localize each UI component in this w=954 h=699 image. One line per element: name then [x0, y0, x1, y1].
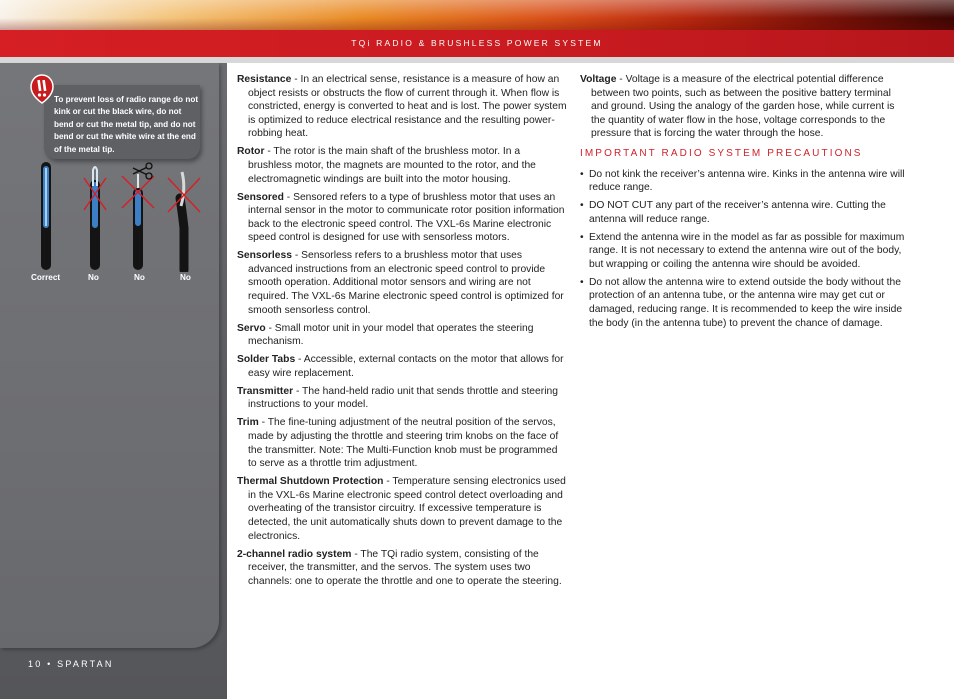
glossary-entry-servo: Servo - Small motor unit in your model that operates the steering mechanism.	[237, 322, 534, 348]
precaution-item: • Extend the antenna wire in the model as far as possible for maximum range. It is not necessary to extend the antenna wire out of the body, but wrapping or coiling the antenna wire should be avoided.	[580, 231, 908, 272]
right-column	[580, 73, 908, 335]
glossary-entry-voltage: Voltage - Voltage is a measure of the electrical potential difference between two points, such as between the positive battery terminal and ground. Using the analogy of the garden hose, while current is the quantity of water flow in the hose, voltage corresponds to the pressure that is forcing the water through the hose.	[580, 74, 895, 140]
precaution-item: • DO NOT CUT any part of the receiver’s antenna wire. Cutting the antenna will reduce range.	[580, 199, 908, 226]
wire-label-no-3: No	[180, 273, 191, 282]
wire-label-no-2: No	[134, 273, 145, 282]
precaution-item: • Do not allow the antenna wire to extend outside the body without the protection of an antenna tube, or the antenna wire may get cut or damaged, reducing range. It is recommended to keep the wire inside the body (in the antenna tube) to prevent the chance of damage.	[580, 276, 908, 330]
scissors-icon	[132, 162, 154, 180]
glossary-column	[237, 73, 567, 593]
page-header-title: TQi RADIO & BRUSHLESS POWER SYSTEM	[351, 38, 603, 48]
glossary-entry-thermal-shutdown: Thermal Shutdown Protection - Temperature sensing electronics used in the VXL-6s Marine electronic speed control detect overloading and overheating of the transistor circuitry. If excessive temperature is detected, the unit automatically shuts down to prevent damage to the electronics.	[237, 476, 566, 542]
glossary-entry-resistance: Resistance - In an electrical sense, resistance is a measure of how an object resists or obstructs the flow of current through it. When flow is constricted, energy is converted to heat and is lost. The power system is optimized to reduce electrical resistance and the resulting power-robbing heat.	[237, 74, 567, 140]
glossary-entry-sensorless: Sensorless - Sensorless refers to a brushless motor that uses advanced instructions from an electronic speed control to provide smooth operation. Additional motor sensors and wiring are not required. The VXL-6s Marine electronic speed control is optimized for smooth sensorless control.	[237, 250, 564, 316]
precaution-item: • Do not kink the receiver’s antenna wire. Kinks in the antenna wire will reduce range.	[580, 168, 908, 195]
antenna-wire-correct	[36, 160, 56, 272]
warning-text: To prevent loss of radio range do not kink or cut the black wire, do not bend or cut the metal tip, and do not bend or cut the white wire at the end of the metal tip.	[54, 95, 199, 154]
wire-label-no-1: No	[88, 273, 99, 282]
antenna-wire-bent-tip	[82, 160, 108, 272]
header-flame-banner	[0, 0, 954, 30]
glossary-entry-solder-tabs: Solder Tabs - Accessible, external contacts on the motor that allows for easy wire replacement.	[237, 354, 564, 379]
glossary-entry-sensored: Sensored - Sensored refers to a type of brushless motor that uses an internal sensor in the motor to communicate rotor position information back to the electronic speed control. The VXL-6s Marine electronic speed control is designed for use with sensorless motors.	[237, 191, 565, 244]
glossary-entry-transmitter: Transmitter - The hand-held radio unit that sends throttle and steering instructions to your model.	[237, 385, 558, 411]
antenna-wire-bent-white	[166, 160, 202, 272]
glossary-entry-rotor: Rotor - The rotor is the main shaft of the brushless motor. In a brushless motor, the magnets are mounted to the rotor, and the electromagnetic windings are built into the motor housing.	[237, 146, 536, 185]
page-footer: 10 • SPARTAN	[28, 659, 114, 669]
glossary-entry-2-channel: 2-channel radio system - The TQi radio system, consisting of the receiver, the transmitter, and the servos. The system uses two channels: one to operate the throttle and one to operate the steering.	[237, 548, 562, 587]
exclamation-icon	[30, 74, 54, 104]
glossary-entry-trim: Trim - The fine-tuning adjustment of the neutral position of the servos, made by adjusting the throttle and steering trim knobs on the face of the transmitter. Note: The Multi-Function knob must be programmed to serve as a throttle trim adjustment.	[237, 417, 559, 470]
wire-label-correct: Correct	[31, 273, 61, 282]
precautions-heading: IMPORTANT RADIO SYSTEM PRECAUTIONS	[580, 147, 863, 159]
